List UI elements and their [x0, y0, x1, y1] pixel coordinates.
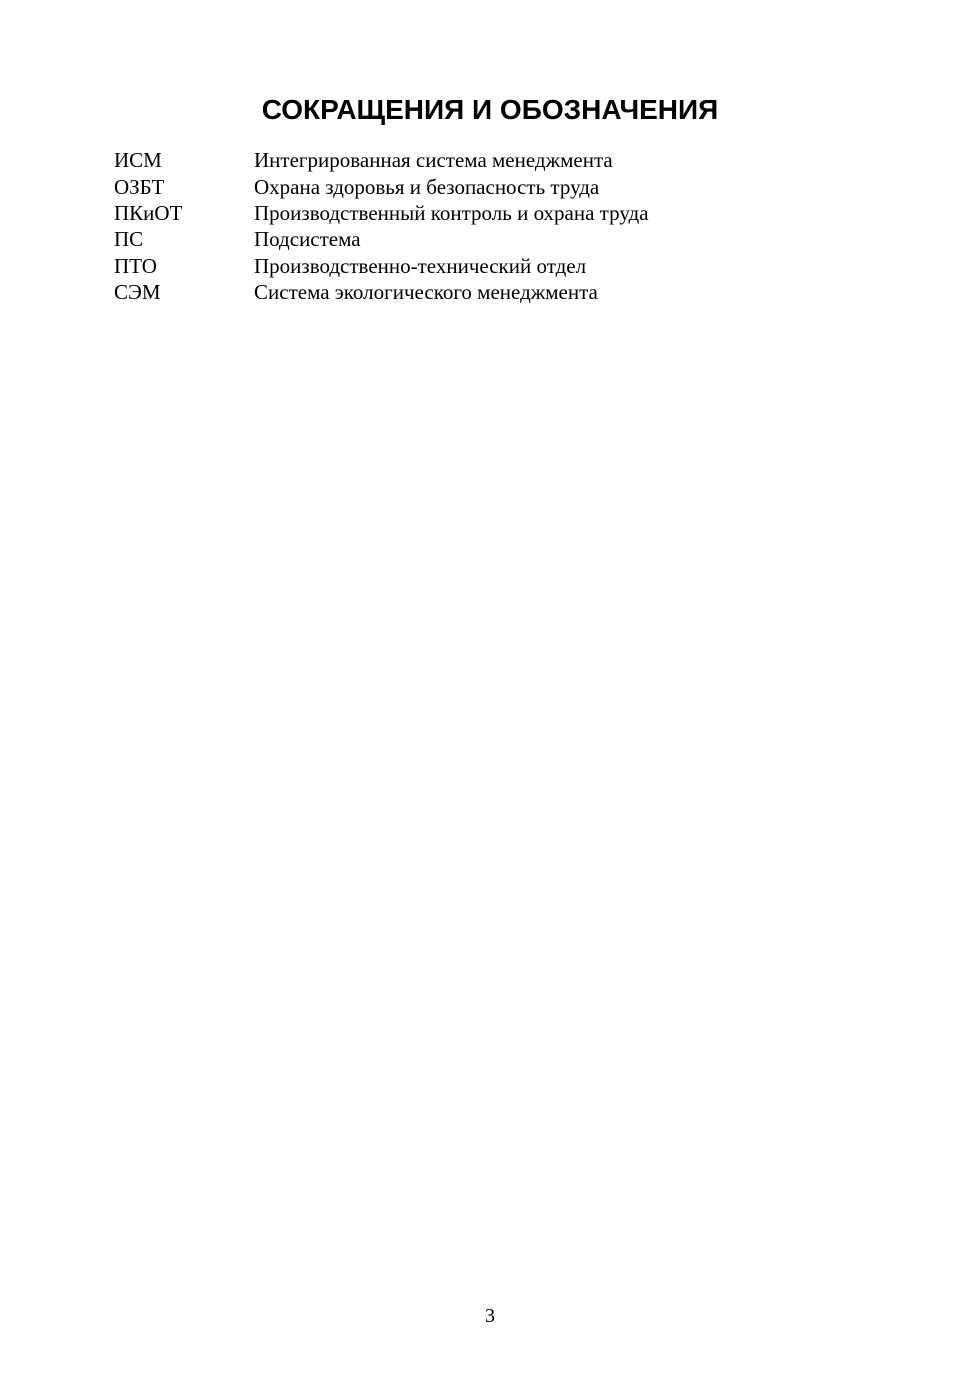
abbreviation-term: ПКиОТ: [114, 200, 183, 225]
abbreviation-definition: Интегрированная система менеджмента: [254, 148, 613, 173]
abbreviation-term: СЭМ: [114, 280, 161, 305]
abbreviation-definition: Производственно-технический отдел: [254, 253, 587, 278]
abbreviation-list: [114, 147, 649, 305]
abbreviation-term: ИСМ: [114, 148, 162, 173]
abbreviation-row: [114, 147, 649, 173]
abbreviation-row: [114, 226, 649, 252]
abbreviation-term: ОЗБТ: [114, 174, 165, 199]
page-title: СОКРАЩЕНИЯ И ОБОЗНАЧЕНИЯ: [261, 94, 719, 125]
abbreviation-row: [114, 253, 649, 279]
abbreviation-row: [114, 279, 649, 305]
abbreviation-definition: Подсистема: [254, 227, 361, 252]
abbreviation-row: [114, 173, 649, 199]
abbreviation-definition: Охрана здоровья и безопасность труда: [254, 174, 600, 199]
abbreviation-term: ПС: [114, 227, 144, 252]
abbreviation-row: [114, 200, 649, 226]
abbreviation-definition: Система экологического менеджмента: [254, 280, 598, 305]
page-number: 3: [485, 1305, 495, 1327]
abbreviation-definition: Производственный контроль и охрана труда: [254, 200, 649, 225]
abbreviation-term: ПТО: [114, 253, 157, 278]
